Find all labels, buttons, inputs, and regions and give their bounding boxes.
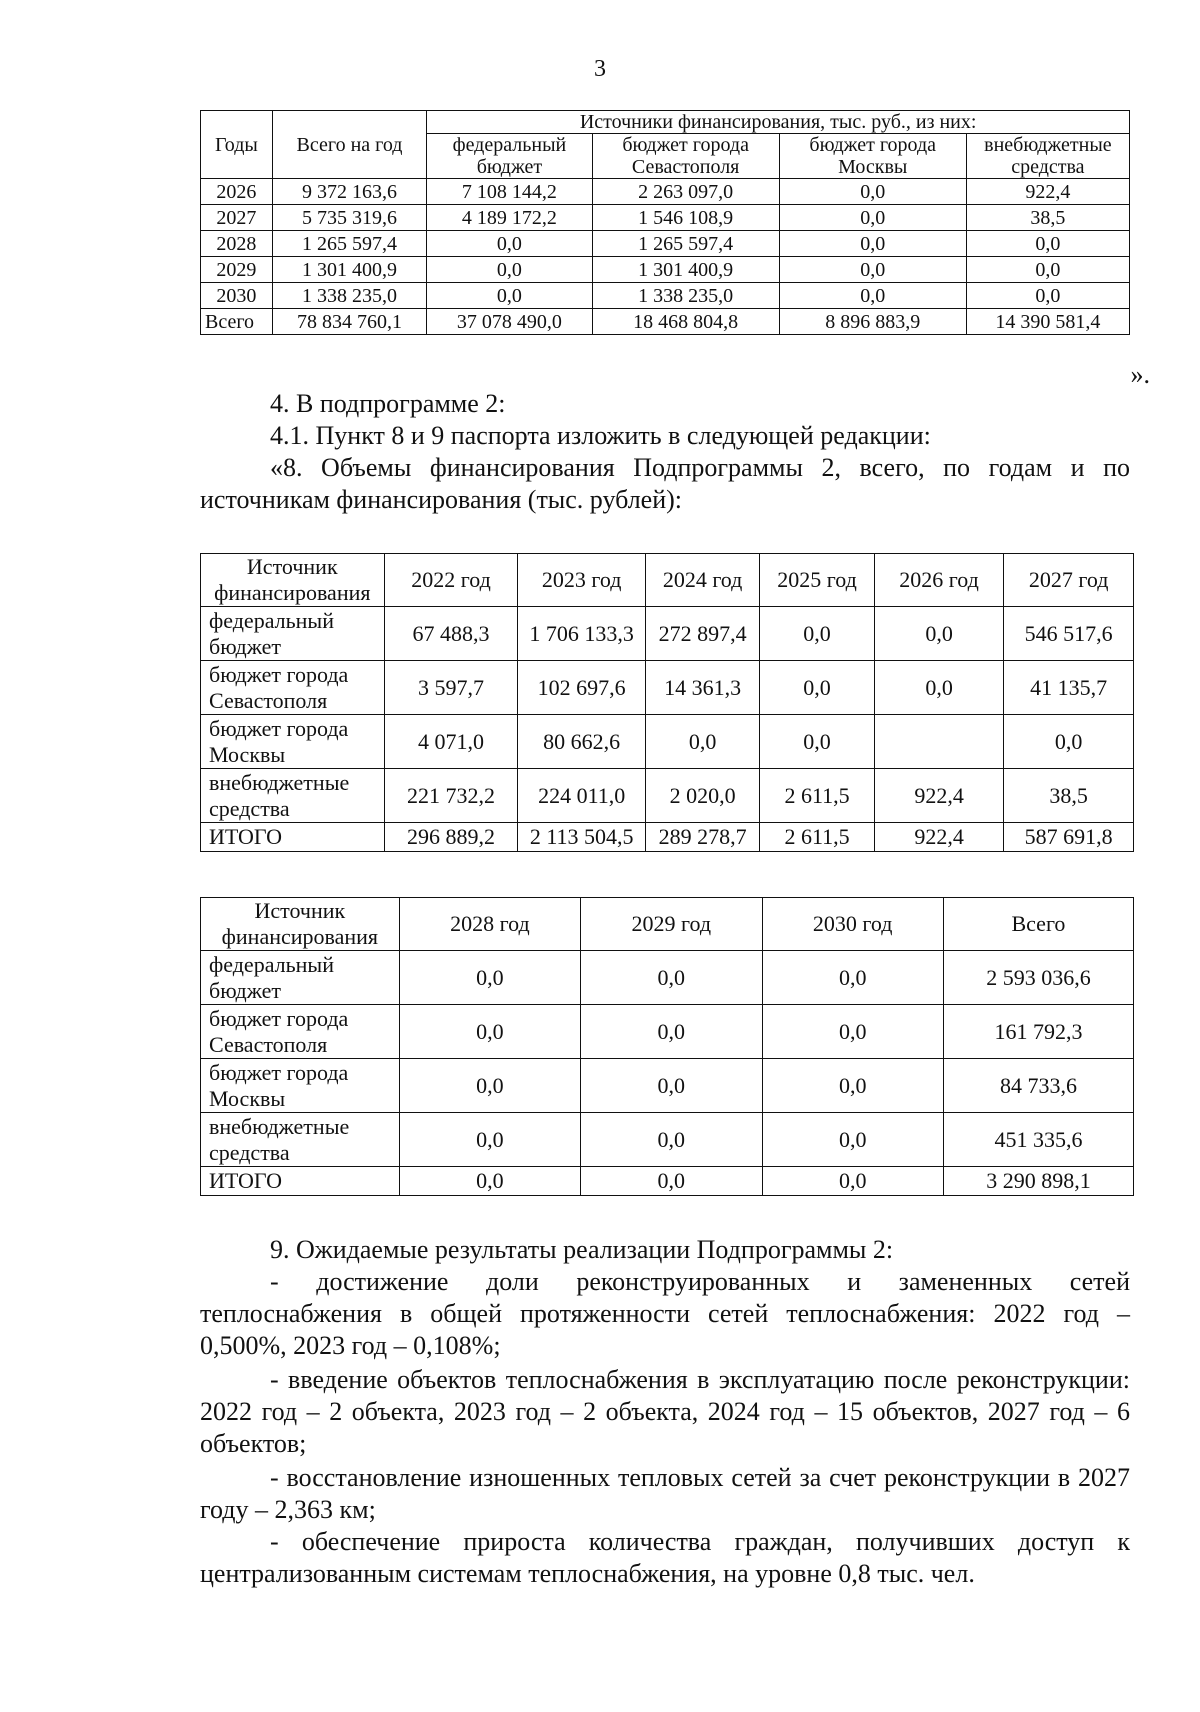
table-cell: 14 361,3 [645, 661, 759, 715]
header-year: 2026 год [874, 554, 1004, 607]
table-row [201, 769, 1134, 823]
table-cell: 9 372 163,6 [272, 179, 426, 205]
table-cell: 0,0 [779, 283, 966, 309]
table-cell: 0,0 [399, 1005, 580, 1059]
table3-header-row [201, 898, 1134, 951]
table-row [201, 1113, 1134, 1167]
table-cell: 272 897,4 [645, 607, 759, 661]
header-year: Всего [943, 898, 1133, 951]
table-cell: 102 697,6 [518, 661, 645, 715]
header-year: 2025 год [760, 554, 874, 607]
source-name: бюджет города Москвы [201, 715, 385, 769]
source-name: бюджет города Севастополя [201, 661, 385, 715]
header-year: 2028 год [399, 898, 580, 951]
table-row [201, 309, 1130, 335]
table-row [201, 257, 1130, 283]
table-cell: 7 108 144,2 [427, 179, 592, 205]
table-cell: 0,0 [581, 951, 762, 1005]
header-sources-group: Источники финансирования, тыс. руб., из них: [427, 111, 1130, 134]
table-cell: 0,0 [399, 1113, 580, 1167]
header-year: 2023 год [518, 554, 645, 607]
table1-body [201, 179, 1130, 335]
table-cell: 14 390 581,4 [966, 309, 1129, 335]
table-row [201, 715, 1134, 769]
table-cell: 1 265 597,4 [272, 231, 426, 257]
header-source: Источник финансирования [201, 554, 385, 607]
table-cell: 1 546 108,9 [592, 205, 779, 231]
table-cell: 1 265 597,4 [592, 231, 779, 257]
table-cell: 0,0 [760, 607, 874, 661]
table-row [201, 951, 1134, 1005]
row-year: 2029 [201, 257, 273, 283]
table3-body [201, 951, 1134, 1196]
header-federal-budget: федеральный бюджет [427, 134, 592, 179]
table-cell: 0,0 [427, 257, 592, 283]
table-cell: 8 896 883,9 [779, 309, 966, 335]
table-cell: 67 488,3 [384, 607, 518, 661]
total-cell: 0,0 [581, 1167, 762, 1196]
total-cell: 3 290 898,1 [943, 1167, 1133, 1196]
table-cell: 5 735 319,6 [272, 205, 426, 231]
table-row [201, 283, 1130, 309]
total-row [201, 1167, 1134, 1196]
table-cell: 1 338 235,0 [592, 283, 779, 309]
table-cell: 0,0 [427, 231, 592, 257]
result-item-4: - обеспечение прироста количества граждан, получивших доступ к централизованным системам теплоснабжения, на уровне 0,8 тыс. чел. [200, 1527, 1130, 1588]
row-year: Всего [201, 309, 273, 335]
table-cell: 1 338 235,0 [272, 283, 426, 309]
total-row [201, 823, 1134, 852]
section9-heading: 9. Ожидаемые результаты реализации Подпрограммы 2: [270, 1235, 894, 1264]
section4-item-4-1: 4.1. Пункт 8 и 9 паспорта изложить в следующей редакции: [270, 421, 931, 450]
table-cell: 0,0 [966, 257, 1129, 283]
total-cell: 2 113 504,5 [518, 823, 645, 852]
header-source: Источник финансирования [201, 898, 400, 951]
closing-quote-mark: ». [1130, 360, 1150, 389]
table-cell: 221 732,2 [384, 769, 518, 823]
table-cell: 84 733,6 [943, 1059, 1133, 1113]
section4-heading: 4. В подпрограмме 2: [270, 389, 506, 418]
total-cell: 587 691,8 [1004, 823, 1134, 852]
table-cell: 38,5 [966, 205, 1129, 231]
table-cell: 3 597,7 [384, 661, 518, 715]
total-cell: 0,0 [762, 1167, 943, 1196]
table-cell: 546 517,6 [1004, 607, 1134, 661]
table-cell: 2 611,5 [760, 769, 874, 823]
table-cell: 0,0 [966, 283, 1129, 309]
table-row [201, 179, 1130, 205]
table-cell: 0,0 [762, 1005, 943, 1059]
table-cell: 0,0 [762, 1113, 943, 1167]
table-cell: 0,0 [1004, 715, 1134, 769]
header-year: 2030 год [762, 898, 943, 951]
table-cell: 1 301 400,9 [592, 257, 779, 283]
source-name: бюджет города Москвы [201, 1059, 400, 1113]
total-cell: 922,4 [874, 823, 1004, 852]
total-cell: 0,0 [399, 1167, 580, 1196]
table-cell: 0,0 [427, 283, 592, 309]
table-cell: 78 834 760,1 [272, 309, 426, 335]
table-cell: 2 020,0 [645, 769, 759, 823]
funding-table-by-year [200, 110, 1130, 335]
row-year: 2030 [201, 283, 273, 309]
table-cell: 0,0 [966, 231, 1129, 257]
header-year: 2029 год [581, 898, 762, 951]
table-cell: 0,0 [779, 205, 966, 231]
table-cell: 922,4 [966, 179, 1129, 205]
table-cell: 922,4 [874, 769, 1004, 823]
header-year: 2024 год [645, 554, 759, 607]
table-cell: 0,0 [874, 607, 1004, 661]
table-cell: 80 662,6 [518, 715, 645, 769]
funding-table-2022-2027 [200, 553, 1134, 852]
row-year: 2026 [201, 179, 273, 205]
table-cell: 41 135,7 [1004, 661, 1134, 715]
table-row [201, 607, 1134, 661]
total-cell: 296 889,2 [384, 823, 518, 852]
total-cell: 289 278,7 [645, 823, 759, 852]
table-cell [874, 715, 1004, 769]
table-cell: 0,0 [779, 257, 966, 283]
result-item-1: - достижение доли реконструированных и замененных сетей теплоснабжения в общей протяженности сетей теплоснабжения: 2022 год – 0,500%, 2023 год – 0,108%; [200, 1267, 1130, 1360]
table-cell: 2 593 036,6 [943, 951, 1133, 1005]
source-name: федеральный бюджет [201, 951, 400, 1005]
table-cell: 224 011,0 [518, 769, 645, 823]
table-row [201, 231, 1130, 257]
table-cell: 0,0 [581, 1113, 762, 1167]
header-year: 2022 год [384, 554, 518, 607]
table-cell: 451 335,6 [943, 1113, 1133, 1167]
table-cell: 0,0 [874, 661, 1004, 715]
source-name: внебюджетные средства [201, 769, 385, 823]
header-total-per-year: Всего на год [272, 111, 426, 179]
total-label: ИТОГО [201, 823, 385, 852]
total-label: ИТОГО [201, 1167, 400, 1196]
table-cell: 4 189 172,2 [427, 205, 592, 231]
result-item-2: - введение объектов теплоснабжения в эксплуатацию после реконструкции: 2022 год – 2 объекта, 2023 год – 2 объекта, 2024 год – 15 объектов, 2027 год – 6 объектов; [200, 1365, 1130, 1458]
table-cell: 2 263 097,0 [592, 179, 779, 205]
source-name: бюджет города Севастополя [201, 1005, 400, 1059]
table-cell: 161 792,3 [943, 1005, 1133, 1059]
table-cell: 0,0 [581, 1059, 762, 1113]
table-cell: 1 301 400,9 [272, 257, 426, 283]
total-cell: 2 611,5 [760, 823, 874, 852]
funding-table-2028-2030 [200, 897, 1134, 1196]
source-name: федеральный бюджет [201, 607, 385, 661]
table-cell: 0,0 [762, 951, 943, 1005]
row-year: 2027 [201, 205, 273, 231]
table-cell: 1 706 133,3 [518, 607, 645, 661]
table-row [201, 1059, 1134, 1113]
source-name: внебюджетные средства [201, 1113, 400, 1167]
header-year: 2027 год [1004, 554, 1134, 607]
table-cell: 38,5 [1004, 769, 1134, 823]
table-row [201, 661, 1134, 715]
table-row [201, 205, 1130, 231]
row-year: 2028 [201, 231, 273, 257]
table-row [201, 1005, 1134, 1059]
table-cell: 0,0 [779, 179, 966, 205]
header-moscow-budget: бюджет города Москвы [779, 134, 966, 179]
table2-body [201, 607, 1134, 852]
table-cell: 0,0 [779, 231, 966, 257]
header-sevastopol-budget: бюджет города Севастополя [592, 134, 779, 179]
page-number: 3 [594, 56, 606, 82]
table-cell: 0,0 [399, 951, 580, 1005]
header-years: Годы [201, 111, 273, 179]
section4-item-8: «8. Объемы финансирования Подпрограммы 2, всего, по годам и по источникам финансирования (тыс. рублей): [200, 453, 1130, 514]
table-cell: 0,0 [760, 715, 874, 769]
table-cell: 37 078 490,0 [427, 309, 592, 335]
table-cell: 0,0 [762, 1059, 943, 1113]
header-extrabudgetary: внебюджетные средства [966, 134, 1129, 179]
table2-header-row [201, 554, 1134, 607]
table-cell: 0,0 [399, 1059, 580, 1113]
table-cell: 0,0 [581, 1005, 762, 1059]
result-item-3: - восстановление изношенных тепловых сетей за счет реконструкции в 2027 году – 2,363 км; [200, 1463, 1130, 1524]
table-cell: 18 468 804,8 [592, 309, 779, 335]
table-cell: 4 071,0 [384, 715, 518, 769]
table-cell: 0,0 [645, 715, 759, 769]
table-cell: 0,0 [760, 661, 874, 715]
